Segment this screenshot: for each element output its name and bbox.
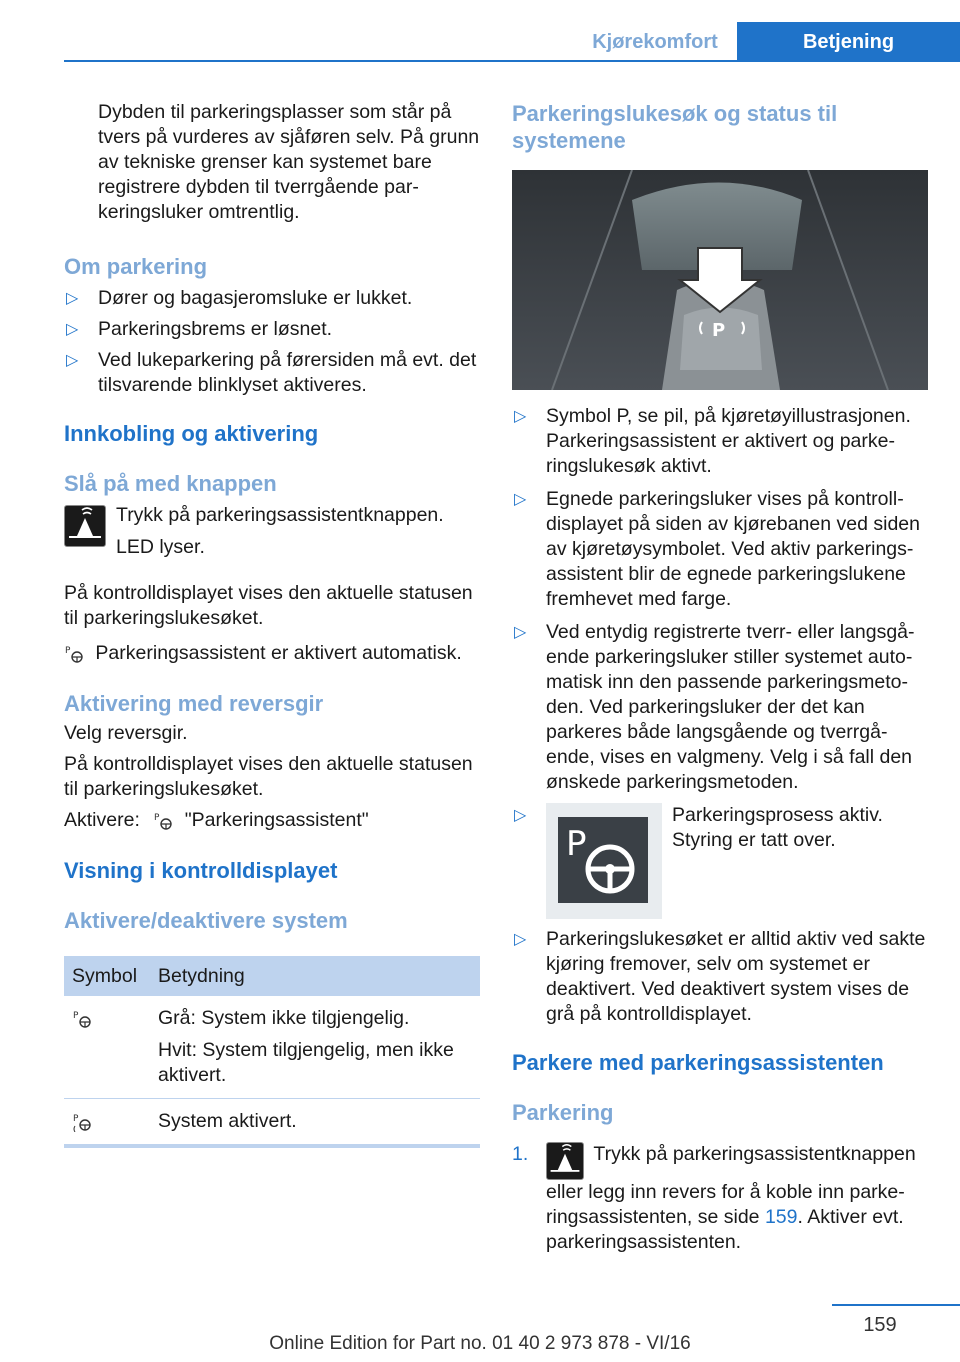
triangle-bullet-icon: ▷ [66,290,79,307]
list-item: ▷ Egnede parkeringsluker vises på kontrolldisplayet på siden av kjørebanen ved siden av kjøretøysymbolet. Ved aktiv parkeringsassistent blir de egnede parkeringslukene fremhevet med farge. [514,488,920,610]
svg-text:P: P [73,1010,79,1021]
heading-om-parkering: Om parkering [64,254,208,279]
park-assist-symbol-icon [153,811,173,831]
edition-footer: Online Edition for Part no. 01 40 2 973 878 - VI/16 [269,1333,691,1354]
column-header-betydning: Betydning [150,956,480,996]
list-item: ▷ Parkeringslukesøket er alltid aktiv ved sakte kjøring fremover, selv om systemet er deaktivert. Ved deaktivert system vises de grå på kontrolldisplayet. [514,928,926,1025]
triangle-bullet-icon: ▷ [66,321,79,338]
heading-innkobling: Innkobling og aktivering [64,421,319,446]
symbol-table [64,956,480,1148]
velg-reversgir-text: Velg reversgir. [64,722,188,744]
heading-aktivere-deaktivere: Aktivere/deaktivere system [64,908,348,933]
heading-status: Parkeringslukesøk og status til systemene [512,101,838,153]
list-item: ▷ Ved entydig registrerte tverr- eller langsgående parkeringsluker stiller systemet automatisk inn den passende parkeringsmetoden. Ved parkeringsluker der det kan parkeres både langsgående og tverrgående, vises en valgmeny. Velg i så fall den ønskede parkeringsmetoden. [514,621,915,793]
heading-parkering: Parkering [512,1100,614,1125]
park-assist-button-icon [64,505,106,547]
parking-process-symbol [546,803,662,919]
table-row [64,1099,480,1147]
triangle-bullet-icon: ▷ [514,807,527,824]
footer-divider [832,1304,960,1306]
parking-steps [512,1142,928,1255]
list-item [512,803,928,921]
chapter-tab[interactable]: Kjørekomfort [592,31,718,53]
header-divider [64,60,960,62]
triangle-bullet-icon: ▷ [514,624,527,641]
park-assist-button-icon [546,1142,584,1180]
park-assist-active-icon [72,1112,92,1132]
parking-display-illustration [512,170,928,390]
svg-text:P: P [73,1113,79,1124]
status-list [512,404,928,1027]
button-instruction [64,503,480,565]
triangle-bullet-icon: ▷ [514,491,527,508]
list-item: ▷ Symbol P, se pil, på kjøretøyillustrasjonen. Parkeringsassistent er aktivert og parkeringslukesøk aktivt. [514,405,911,477]
list-item: ▷ Dører og bagasjeromsluke er lukket. [66,287,413,309]
right-column [512,100,928,1255]
section-tab[interactable]: Betjening [737,22,960,62]
svg-text:P: P [154,812,160,823]
page-number: 159 [863,1314,897,1336]
heading-reversgir: Aktivering med reversgir [64,691,324,716]
list-item: ▷ Ved lukeparkering på førersiden må evt. det tilsvarende blinklyset aktiveres. [66,349,477,396]
aktivere-line: Aktivere: P "Parkeringsassistent" [64,809,369,831]
led-text: LED lyser. [116,536,205,558]
display-status-paragraph-2: På kontrolldisplayet vises den aktuelle statusen til parkeringslukesøket. [64,753,473,800]
triangle-bullet-icon: ▷ [66,352,79,369]
table-row [64,996,480,1099]
left-column [64,100,480,1148]
display-status-paragraph: På kontrolldisplayet vises den aktuelle statusen til parkeringslukesøket. [64,582,473,629]
press-button-text: Trykk på parkeringsassistentknappen. [116,504,444,526]
row-text-active: System aktivert. [150,1099,480,1147]
page-link[interactable]: 159 [764,1206,798,1228]
heading-sla-pa: Slå på med knappen [64,471,277,496]
auto-active-line: P Parkeringsassistent er aktivert automatisk. [65,642,462,664]
list-item: 1. Trykk på parkeringsassistentknappen eller legg inn revers for å koble inn parkeringsassistenten, se side 159. Aktiver evt. parkeringsassistenten. [512,1143,916,1253]
svg-text:P: P [712,320,726,341]
steering-p-icon [558,817,648,903]
svg-text:P: P [65,645,71,656]
triangle-bullet-icon: ▷ [514,408,527,425]
heading-visning: Visning i kontrolldisplayet [64,858,338,883]
park-assist-symbol-icon [64,644,84,664]
row-text-white: Hvit: System tilgjengelig, men ikke aktivert. [158,1039,454,1086]
table-header-row [64,956,480,996]
heading-parkere: Parkere med parkeringsassistenten [512,1050,884,1075]
process-active-text: Parkeringsprosess aktiv. Styring er tatt over. [672,804,883,851]
svg-text:P: P [566,824,587,864]
parking-display-image [512,170,928,390]
intro-paragraph: Dybden til parkeringsplasser som står på tvers på vurderes av sjåføren selv. På grunn av tekniske grenser kan systemet bare registrere dybden til tverrgående parkeringsluker omtrentlig. [98,101,480,223]
om-parkering-list [64,286,480,398]
triangle-bullet-icon: ▷ [514,931,527,948]
row-text-grey: Grå: System ikke tilgjengelig. [158,1007,410,1029]
column-header-symbol: Symbol [64,956,150,996]
list-item: ▷ Parkeringsbrems er løsnet. [66,318,333,340]
park-assist-grey-icon [72,1009,92,1029]
